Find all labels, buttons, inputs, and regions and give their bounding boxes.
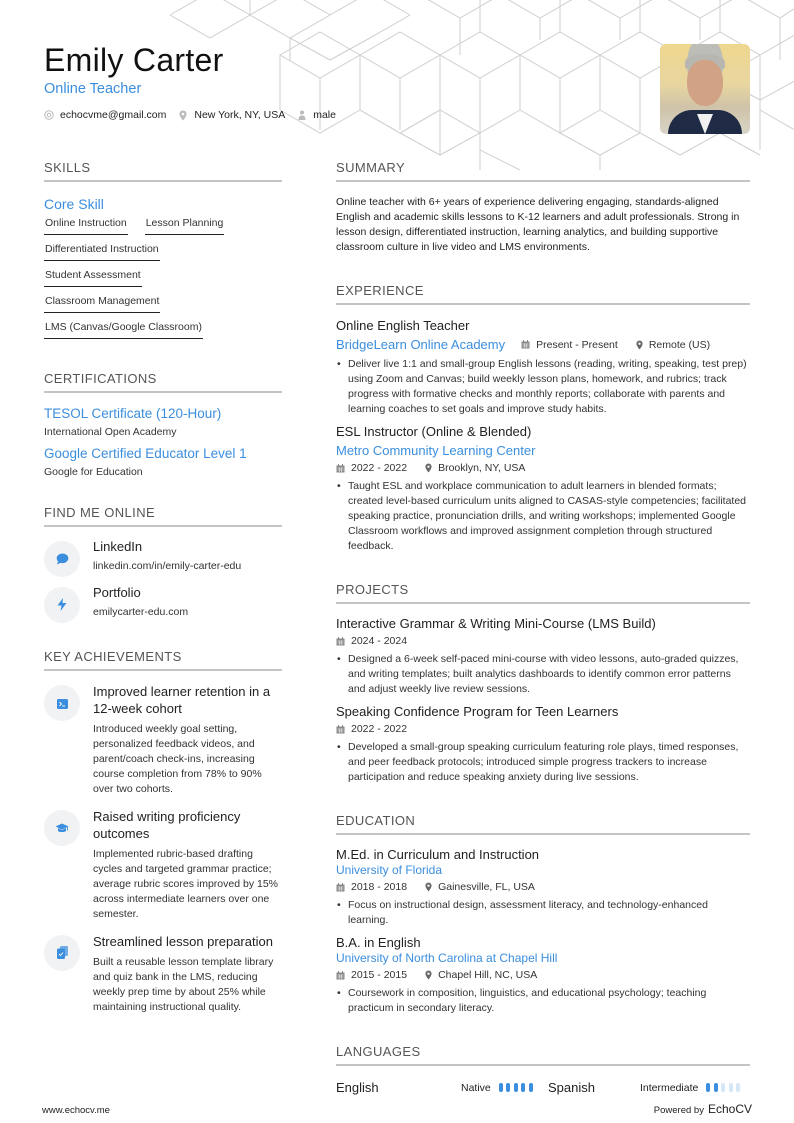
lightning-icon [57, 596, 67, 615]
education-meta [336, 881, 750, 893]
education-entry [336, 847, 750, 928]
graduation-cap-icon [55, 819, 69, 838]
language-name: English [336, 1080, 379, 1095]
certification-name: Google Certified Educator Level 1 [44, 446, 247, 461]
date-range-text: 2022 - 2022 [351, 462, 408, 474]
summary-section [336, 160, 750, 255]
bullet-item: • Designed a 6-week self-paced mini-course with video lessons, auto-graded quizzes, and writing templates; built analytics dashboards to identify common error patterns and adjust weekly live review sessions. [336, 652, 750, 697]
powered-by-text: Powered by [653, 1105, 704, 1116]
school-name: University of North Carolina at Chapel Hill [336, 951, 558, 965]
map-pin-icon [425, 463, 432, 473]
experience-subrow [336, 337, 750, 352]
icon-circle [44, 541, 80, 577]
calendar-icon [336, 725, 345, 734]
degree-title: M.Ed. in Curriculum and Instruction [336, 847, 540, 862]
proficiency-dot-filled [506, 1083, 510, 1092]
employer-name: BridgeLearn Online Academy [336, 337, 506, 352]
project-meta [336, 635, 750, 647]
icon-circle [44, 685, 80, 721]
calendar-icon [521, 340, 530, 349]
achievement-description: Implemented rubric-based drafting cycles and targeted grammar practice; average rubric scores improved by 15% across intermediate learners over one semester. [93, 848, 279, 920]
proficiency-dot-filled [706, 1083, 710, 1092]
achievement-item [44, 933, 282, 1015]
proficiency-dot-filled [499, 1083, 503, 1092]
brand-name: EchoCV [707, 1102, 752, 1116]
date-range [521, 339, 618, 351]
experience-meta [336, 462, 750, 474]
project-bullets [336, 652, 750, 697]
photo-face [687, 60, 723, 106]
certification-item [44, 406, 282, 438]
date-range [336, 635, 407, 647]
online-profile-portfolio[interactable] [44, 585, 282, 623]
projects-section [336, 582, 750, 785]
location [425, 462, 525, 474]
experience-section [336, 283, 750, 554]
job-title: ESL Instructor (Online & Blended) [336, 424, 532, 439]
job-title: Online English Teacher [336, 318, 470, 333]
section-title-education: EDUCATION [336, 813, 750, 835]
language-level: Native [461, 1081, 491, 1094]
skill-tag: Lesson Planning [145, 215, 225, 235]
skill-tag: Classroom Management [44, 293, 160, 313]
project-entry [336, 704, 750, 785]
achievement-description: Introduced weekly goal setting, personalized feedback videos, and parent/coach check-ins, increasing course completion from 78% to 90% over two cohorts. [93, 723, 262, 795]
location-text: New York, NY, USA [194, 109, 286, 121]
find-me-online-section [44, 505, 282, 623]
proficiency-dot-filled [529, 1083, 533, 1092]
section-title-achievements: KEY ACHIEVEMENTS [44, 649, 282, 671]
section-title-projects: PROJECTS [336, 582, 750, 604]
proficiency-dot-filled [714, 1083, 718, 1092]
skill-tag: Online Instruction [44, 215, 128, 235]
date-range [336, 881, 407, 893]
location [636, 339, 710, 351]
bullet-item: • Coursework in composition, linguistics, and educational psychology; teaching practicum in secondary literacy. [336, 986, 750, 1016]
skill-tags [44, 215, 282, 345]
achievement-title: Improved learner retention in a 12-week cohort [93, 684, 271, 716]
experience-entry [336, 424, 750, 554]
email-text: echocvme@gmail.com [60, 109, 167, 121]
skill-group-title: Core Skill [44, 196, 104, 212]
clipboard-check-icon [57, 944, 68, 963]
certification-name: TESOL Certificate (120-Hour) [44, 406, 222, 421]
location-text: Gainesville, FL, USA [438, 881, 535, 893]
project-title: Speaking Confidence Program for Teen Learners [336, 704, 619, 719]
online-profile-label: LinkedIn [93, 539, 143, 554]
achievements-section [44, 649, 282, 1015]
proficiency-dots [499, 1083, 537, 1092]
contact-location [178, 109, 285, 121]
achievement-item [44, 808, 282, 922]
language-item [548, 1080, 744, 1095]
proficiency-dot-empty [736, 1083, 740, 1092]
skill-tag: Differentiated Instruction [44, 241, 160, 261]
date-range [336, 462, 407, 474]
proficiency-dot-filled [521, 1083, 525, 1092]
section-title-find-me-online: FIND ME ONLINE [44, 505, 282, 527]
map-pin-icon [636, 340, 643, 350]
terminal-icon [57, 694, 68, 713]
languages-row [336, 1080, 750, 1095]
at-icon [44, 110, 54, 120]
calendar-icon [336, 464, 345, 473]
date-range [336, 969, 407, 981]
education-meta [336, 969, 750, 981]
achievement-description: Built a reusable lesson template library and quiz bank in the LMS, reducing weekly prep time by about 25% while maintaining instructional quality. [93, 956, 274, 1013]
contact-gender [297, 109, 336, 121]
date-range-text: 2022 - 2022 [351, 723, 408, 735]
footer-powered-by[interactable] [654, 1102, 752, 1116]
skill-tag: Student Assessment [44, 267, 142, 287]
experience-entry [336, 318, 750, 417]
certification-item [44, 446, 282, 478]
achievement-item [44, 683, 282, 797]
map-pin-icon [425, 970, 432, 980]
bullet-item: • Focus on instructional design, assessment literacy, and technology-enhanced learning. [336, 898, 750, 928]
online-profile-url[interactable]: linkedin.com/in/emily-carter-edu [93, 560, 242, 572]
project-entry [336, 616, 750, 697]
location [425, 969, 537, 981]
section-title-certifications: CERTIFICATIONS [44, 371, 282, 393]
candidate-name: Emily Carter [44, 42, 224, 78]
bullet-item: • Taught ESL and workplace communication to adult learners in blended formats; created level-based curriculum units aligned to CASAS-style competencies; facilitated speaking practice, pronunciation drills, and writing workshops; implemented Google Classroom workflows and improved assignment completion through structured feedback. [336, 479, 750, 554]
achievement-title: Raised writing proficiency outcomes [93, 809, 241, 841]
school-name: University of Florida [336, 863, 443, 877]
skills-section [44, 160, 282, 345]
gender-text: male [313, 109, 336, 121]
employer-name: Metro Community Learning Center [336, 443, 536, 458]
icon-circle [44, 587, 80, 623]
location-text: Remote (US) [648, 338, 711, 351]
date-range-text: 2018 - 2018 [351, 881, 408, 893]
language-level: Intermediate [640, 1081, 699, 1094]
job-title: Online Teacher [44, 81, 142, 97]
project-bullets [336, 740, 750, 785]
location-text: Chapel Hill, NC, USA [438, 969, 538, 981]
map-pin-icon [425, 882, 432, 892]
online-profile-label: Portfolio [93, 585, 141, 600]
date-range-text: 2015 - 2015 [351, 969, 408, 981]
calendar-icon [336, 637, 345, 646]
footer-website[interactable]: www.echocv.me [42, 1105, 110, 1116]
section-title-languages: LANGUAGES [336, 1044, 750, 1066]
online-profile-url[interactable]: emilycarter-edu.com [93, 606, 189, 618]
proficiency-dot-empty [721, 1083, 725, 1092]
left-column [44, 160, 282, 1015]
calendar-icon [336, 971, 345, 980]
section-title-summary: SUMMARY [336, 160, 750, 182]
experience-bullets [336, 357, 750, 417]
contact-row [44, 109, 348, 121]
education-entry [336, 935, 750, 1016]
proficiency-dots [706, 1083, 744, 1092]
map-pin-icon [178, 110, 188, 120]
online-profile-linkedin[interactable] [44, 539, 282, 577]
achievement-title: Streamlined lesson preparation [93, 934, 273, 949]
certifications-section [44, 371, 282, 478]
location-text: Brooklyn, NY, USA [438, 462, 526, 474]
chat-bubble-icon [56, 550, 69, 569]
user-icon [297, 110, 307, 120]
section-title-skills: SKILLS [44, 160, 282, 182]
language-item [336, 1080, 544, 1095]
project-meta [336, 723, 750, 735]
project-title: Interactive Grammar & Writing Mini-Course (LMS Build) [336, 616, 656, 631]
icon-circle [44, 935, 80, 971]
icon-circle [44, 810, 80, 846]
education-section [336, 813, 750, 1016]
proficiency-dot-empty [729, 1083, 733, 1092]
profile-photo [660, 44, 750, 134]
right-column [336, 160, 750, 1095]
experience-bullets [336, 479, 750, 554]
location [425, 881, 535, 893]
calendar-icon [336, 883, 345, 892]
summary-text: Online teacher with 6+ years of experience delivering engaging, standards-aligned English and academic skills lessons to K-12 learners and adult professionals. Strong in lesson design, differentiated instruction, learning analytics, and building supportive classroom culture in live video and LMS environments. [336, 196, 740, 253]
experience-subrow [336, 443, 750, 458]
proficiency-dot-filled [514, 1083, 518, 1092]
bullet-item: • Developed a small-group speaking curriculum featuring role plays, timed responses, and peer feedback protocols; introduced simple progress trackers to increase participation and reduce speaking anxiety during live sessions. [336, 740, 750, 785]
languages-section [336, 1044, 750, 1095]
bullet-item: • Deliver live 1:1 and small-group English lessons (reading, writing, speaking, test prep) using Zoom and Canvas; build weekly lesson plans, homework, and rubrics; track progress with formative checks and monthly reports; collaborate with parents and learning coaches to set goals and improve study habits. [336, 357, 750, 417]
date-range-text: 2024 - 2024 [351, 635, 408, 647]
date-range [336, 723, 407, 735]
education-bullets [336, 898, 750, 928]
skill-tag: LMS (Canvas/Google Classroom) [44, 319, 203, 339]
experience-meta [521, 339, 710, 351]
certification-org: Google for Education [44, 466, 143, 478]
date-range-text: Present - Present [536, 338, 618, 351]
contact-email[interactable] [44, 109, 166, 121]
language-name: Spanish [548, 1080, 595, 1095]
education-bullets [336, 986, 750, 1016]
certification-org: International Open Academy [44, 426, 177, 438]
degree-title: B.A. in English [336, 935, 421, 950]
resume-header [44, 40, 348, 121]
section-title-experience: EXPERIENCE [336, 283, 750, 305]
